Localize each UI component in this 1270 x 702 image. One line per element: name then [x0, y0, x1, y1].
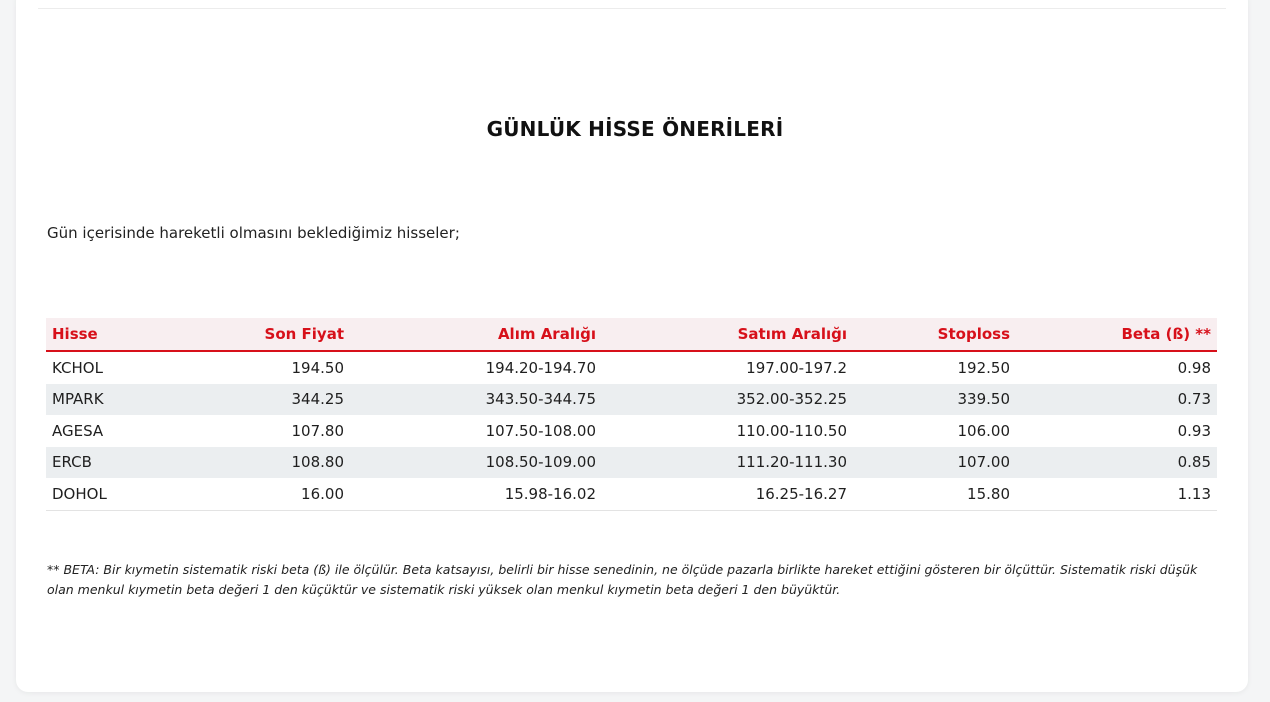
header-son-fiyat: Son Fiyat: [185, 318, 350, 351]
table-row: [46, 384, 1217, 416]
intro-text: Gün içerisinde hareketli olmasını beklediğimiz hisseler;: [47, 224, 460, 242]
cell-alim-araligi: 343.50-344.75: [485, 390, 596, 409]
cell-beta: 0.93: [1177, 421, 1211, 440]
cell-beta: 0.98: [1177, 358, 1211, 377]
cell-stoploss: 192.50: [957, 358, 1010, 377]
table-header-row: [46, 318, 1217, 351]
cell-stoploss: 339.50: [957, 390, 1010, 409]
cell-satim-araligi: 110.00-110.50: [736, 421, 847, 440]
cell-son-fiyat: 107.80: [291, 421, 344, 440]
cell-satim-araligi: 352.00-352.25: [736, 390, 847, 409]
cell-alim-araligi: 107.50-108.00: [485, 421, 596, 440]
cell-alim-araligi: 108.50-109.00: [485, 453, 596, 472]
top-divider: [38, 8, 1226, 9]
beta-footnote: ** BETA: Bir kıymetin sistematik riski beta (ß) ile ölçülür. Beta katsayısı, belirli bir hisse senedinin, ne ölçüde pazarla birlikte hareket ettiğini gösteren bir ölçüttür. Sistematik riski düşük olan menkul kıymetin beta değeri 1 den küçüktür ve sistematik riski yüksek olan menkul kıymetin beta değeri 1 den büyüktür.: [47, 562, 1198, 597]
table-row: [46, 351, 1217, 384]
table-row: [46, 447, 1217, 479]
cell-stoploss: 15.80: [853, 478, 1016, 510]
cell-beta: 0.85: [1177, 453, 1211, 472]
header-beta: Beta (ß) **: [1016, 318, 1217, 351]
header-hisse: Hisse: [46, 318, 185, 351]
cell-hisse: ERCB: [52, 453, 92, 472]
cell-alim-araligi: 15.98-16.02: [350, 478, 602, 510]
header-satim-araligi: Satım Aralığı: [602, 318, 853, 351]
cell-hisse: MPARK: [52, 390, 104, 409]
cell-alim-araligi: 194.20-194.70: [485, 358, 596, 377]
stock-recommendations-table: [46, 318, 1217, 511]
cell-son-fiyat: 194.50: [291, 358, 344, 377]
cell-satim-araligi: 197.00-197.2: [746, 358, 847, 377]
cell-hisse: DOHOL: [46, 478, 185, 510]
header-alim-araligi: Alım Aralığı: [350, 318, 602, 351]
cell-satim-araligi: 16.25-16.27: [602, 478, 853, 510]
header-stoploss: Stoploss: [853, 318, 1016, 351]
cell-hisse: KCHOL: [52, 358, 103, 377]
cell-stoploss: 107.00: [957, 453, 1010, 472]
page-title: GÜNLÜK HİSSE ÖNERİLERİ: [486, 117, 784, 141]
cell-son-fiyat: 344.25: [291, 390, 344, 409]
cell-hisse: AGESA: [52, 421, 104, 440]
cell-son-fiyat: 108.80: [291, 453, 344, 472]
table-row: [46, 415, 1217, 447]
cell-son-fiyat: 16.00: [185, 478, 350, 510]
cell-beta: 1.13: [1016, 478, 1217, 510]
cell-stoploss: 106.00: [957, 421, 1010, 440]
table-row: [46, 478, 1217, 510]
cell-beta: 0.73: [1177, 390, 1211, 409]
cell-satim-araligi: 111.20-111.30: [736, 453, 847, 472]
